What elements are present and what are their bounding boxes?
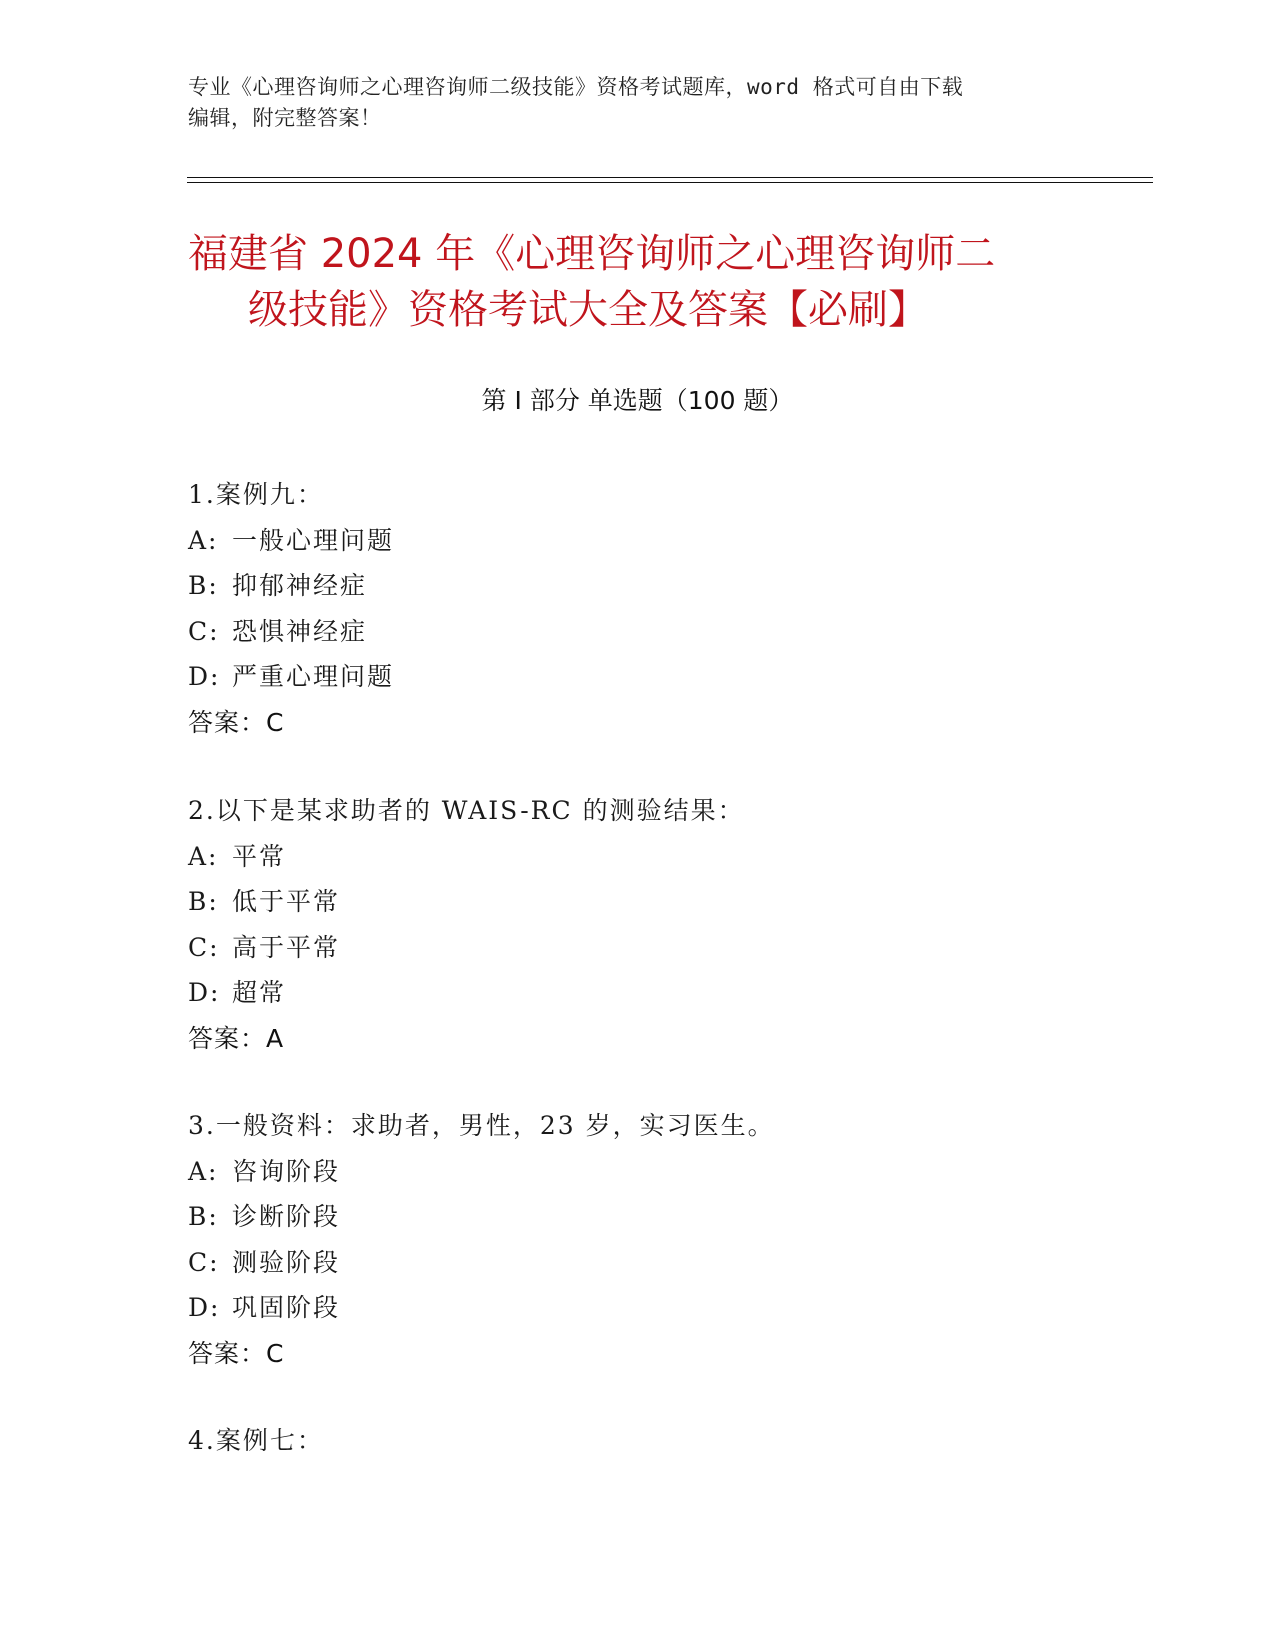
option-text: 恐惧神经症 — [232, 616, 368, 646]
option-key: C: — [188, 616, 220, 646]
question-stem: 4.案例七： — [188, 1426, 324, 1455]
option-key: B: — [188, 1202, 219, 1231]
option-d — [188, 970, 1148, 1016]
answer: 答案：C — [188, 707, 285, 737]
option-text: 咨询阶段 — [232, 1156, 341, 1186]
option-key: A: — [188, 841, 219, 871]
option-text: 平常 — [232, 841, 287, 871]
option-b — [188, 879, 1148, 925]
header-note-line-1: 专业《心理咨询师之心理咨询师二级技能》资格考试题库，word 格式可自由下载 — [188, 75, 964, 99]
option-d — [188, 654, 1148, 700]
option-text: 超常 — [232, 978, 287, 1007]
option-key: D: — [188, 1293, 221, 1322]
option-key: B: — [188, 887, 219, 916]
option-text: 一般心理问题 — [232, 525, 395, 555]
answer: 答案：A — [188, 1023, 285, 1053]
header-note — [188, 72, 1088, 134]
option-a — [188, 1149, 1148, 1195]
option-text: 测验阶段 — [232, 1247, 341, 1277]
option-text: 严重心理问题 — [232, 662, 395, 691]
option-a — [188, 518, 1148, 564]
header-note-line-2: 编辑，附完整答案！ — [188, 106, 382, 130]
option-text: 巩固阶段 — [232, 1293, 341, 1322]
question-3 — [188, 1103, 1148, 1376]
document-title-line-1: 福建省 2024 年《心理咨询师之心理咨询师二 — [188, 231, 996, 277]
question-stem: 1.案例九： — [188, 480, 324, 509]
option-key: A: — [188, 525, 219, 555]
option-text: 低于平常 — [232, 887, 341, 916]
option-key: B: — [188, 571, 219, 600]
section-title: 第 I 部分 单选题（100 题） — [481, 386, 794, 415]
document-title — [188, 226, 1148, 338]
option-b — [188, 1194, 1148, 1240]
header-divider-top — [187, 177, 1153, 178]
option-key: C: — [188, 1247, 220, 1277]
document-title-line-2: 级技能》资格考试大全及答案【必刷】 — [248, 287, 928, 333]
option-c — [188, 925, 1148, 971]
answer: 答案：C — [188, 1338, 285, 1368]
option-c — [188, 1240, 1148, 1286]
option-text: 诊断阶段 — [232, 1202, 341, 1231]
question-stem: 3.一般资料：求助者，男性，23 岁，实习医生。 — [188, 1111, 775, 1140]
option-key: A: — [188, 1156, 219, 1186]
question-stem: 2.以下是某求助者的 WAIS-RC 的测验结果： — [188, 796, 745, 825]
option-d — [188, 1285, 1148, 1331]
option-c — [188, 609, 1148, 655]
question-2 — [188, 788, 1148, 1061]
option-key: D: — [188, 978, 221, 1007]
option-text: 抑郁神经症 — [232, 571, 368, 600]
option-b — [188, 563, 1148, 609]
question-1 — [188, 472, 1148, 745]
option-key: C: — [188, 932, 220, 962]
option-key: D: — [188, 662, 221, 691]
question-4 — [188, 1418, 1148, 1464]
option-text: 高于平常 — [232, 932, 341, 962]
header-divider-bottom — [187, 182, 1153, 183]
option-a — [188, 834, 1148, 880]
